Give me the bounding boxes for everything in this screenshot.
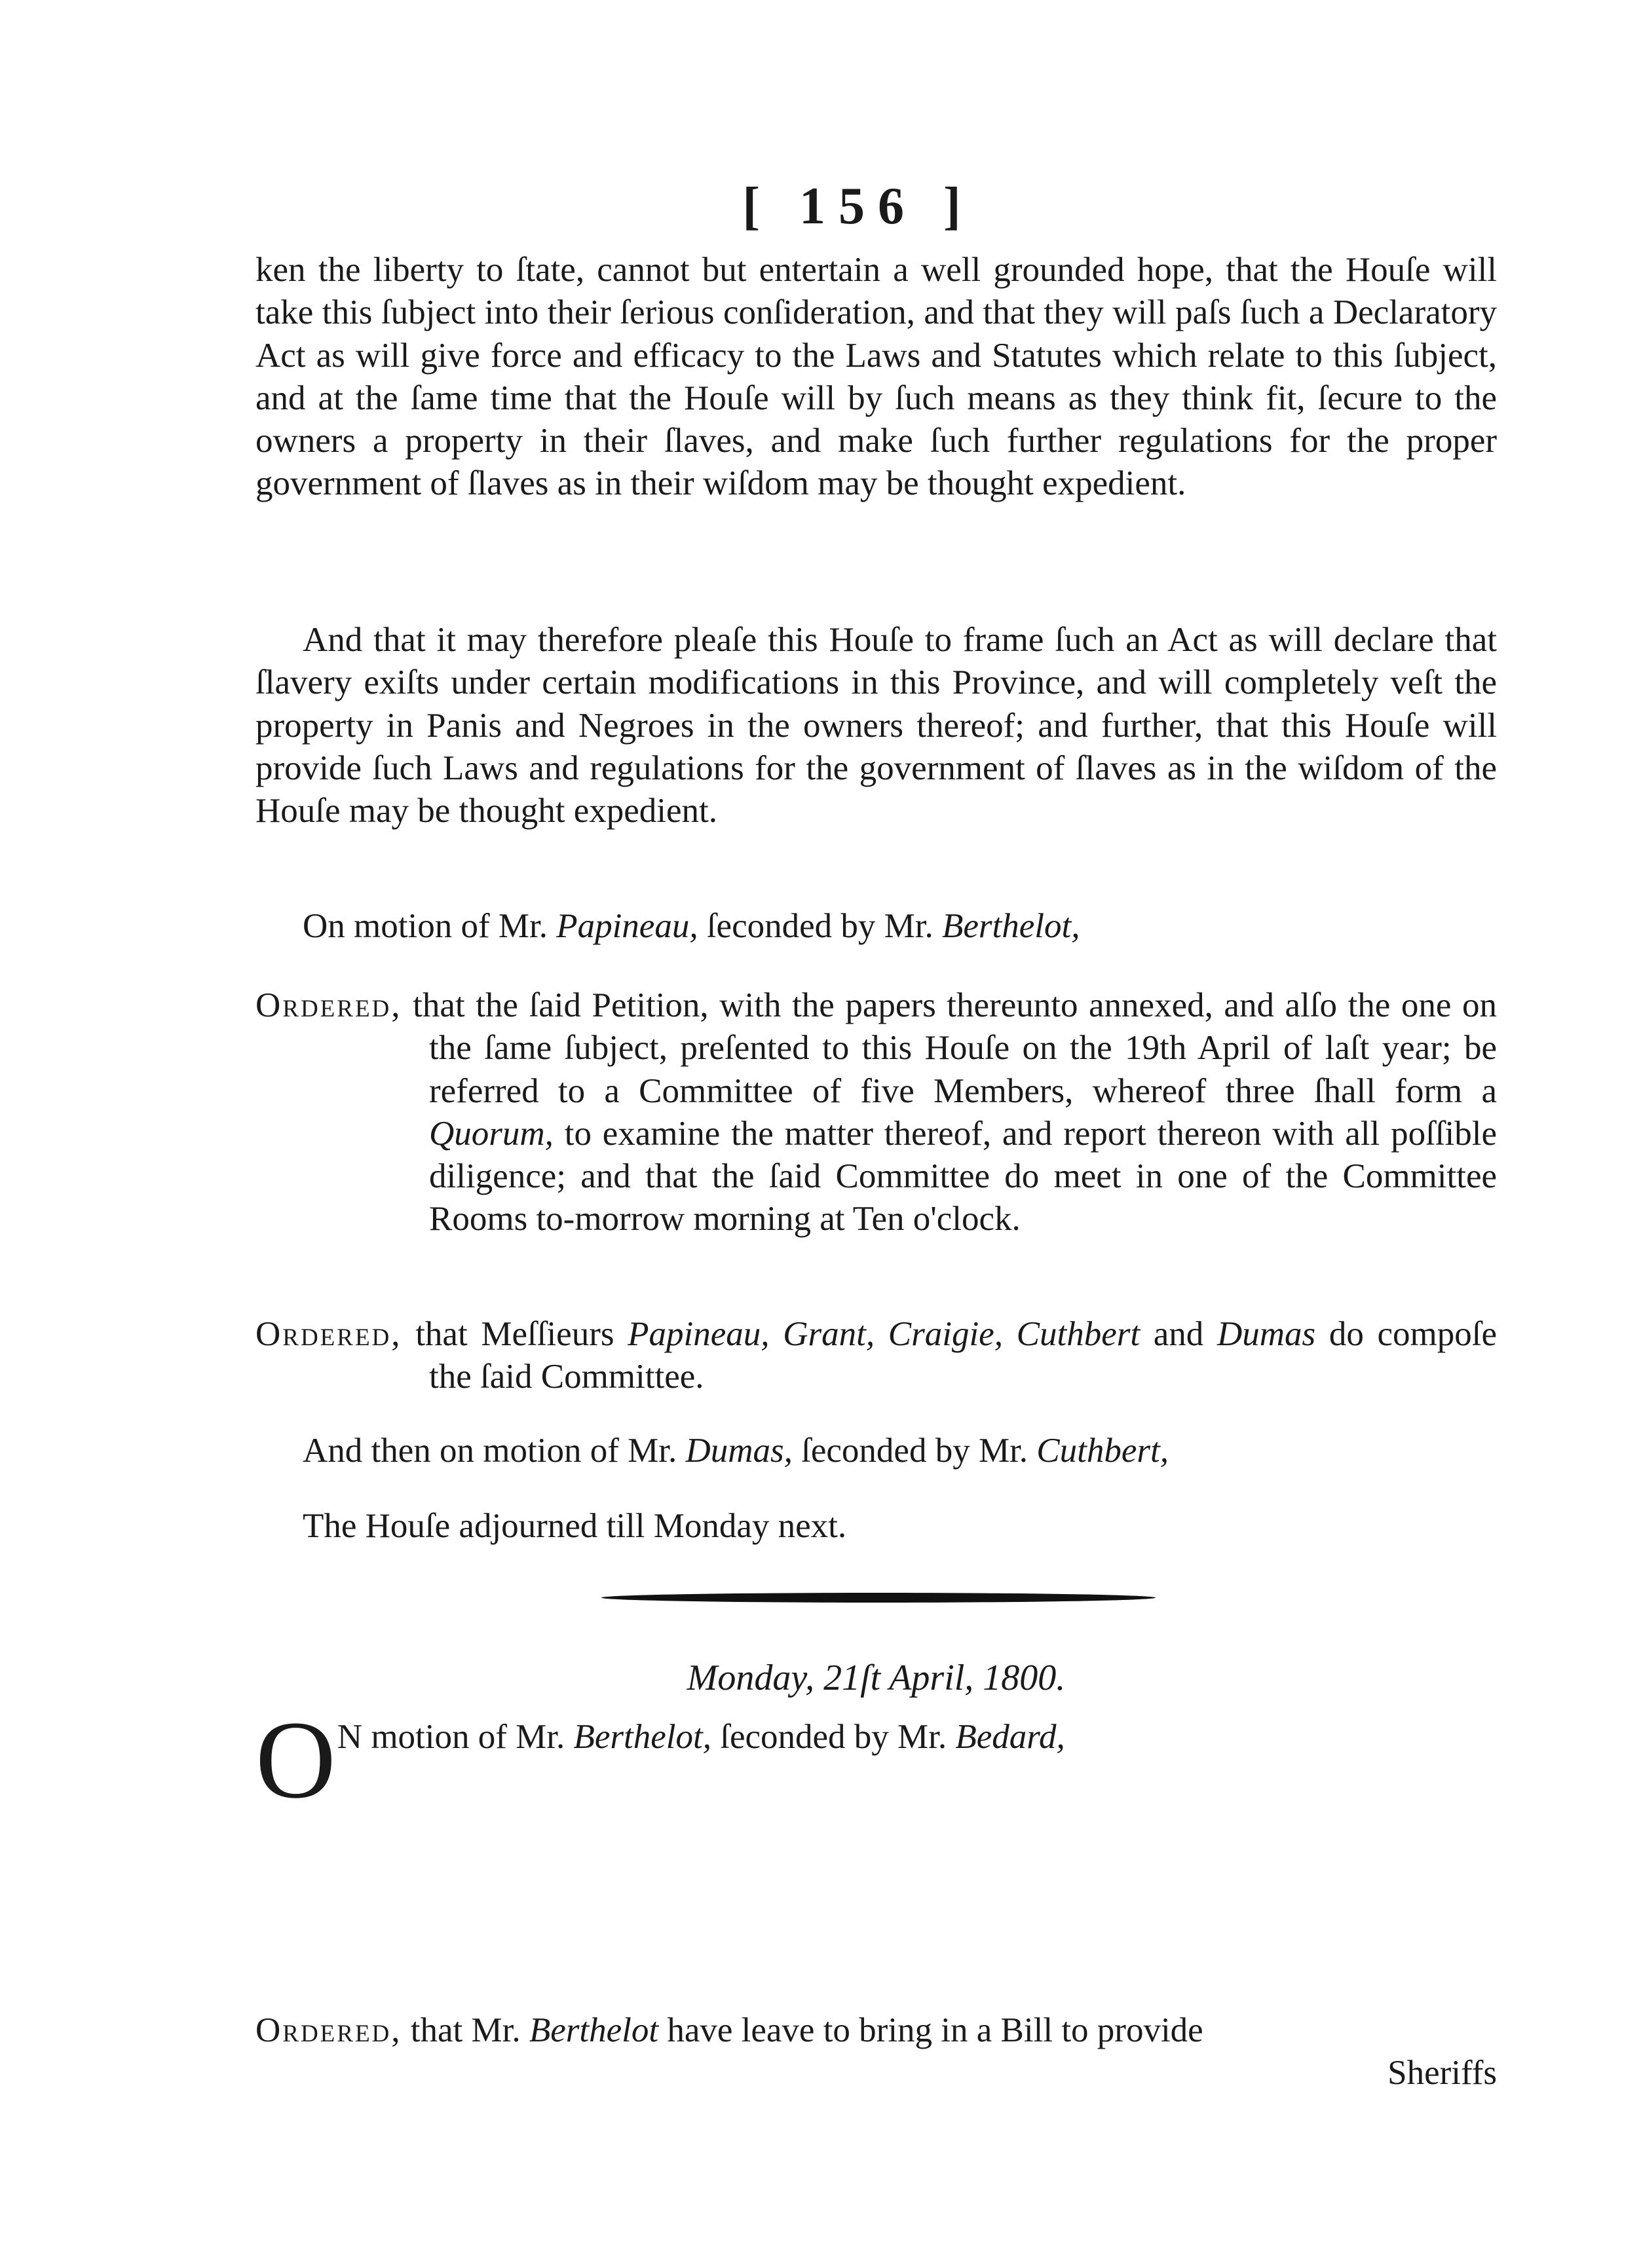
adjournment-line: The Houſe adjourned till Monday next. bbox=[303, 1507, 847, 1545]
order-sheriffs-bill bbox=[255, 2009, 1497, 2095]
order-committee-members bbox=[255, 1313, 1497, 1399]
petition-prayer bbox=[255, 619, 1497, 832]
seconder-name: Cuthbert, bbox=[1036, 1432, 1169, 1470]
order-committee-referral bbox=[255, 984, 1497, 1241]
mover-name: Papineau, bbox=[556, 907, 698, 945]
order-text: that Mr. bbox=[402, 2011, 529, 2049]
petition-continuation bbox=[255, 249, 1497, 506]
motion-papineau bbox=[255, 905, 1497, 948]
mover-name: Berthelot, bbox=[573, 1718, 711, 1756]
motion-text: ſeconded by Mr. bbox=[792, 1432, 1037, 1470]
mover-name: Dumas, bbox=[685, 1432, 793, 1470]
motion-text: On motion of Mr. bbox=[303, 907, 557, 945]
seconder-name: Bedard, bbox=[955, 1718, 1065, 1756]
motion-paragraph bbox=[255, 905, 1497, 948]
motion-text: motion of Mr. bbox=[362, 1718, 574, 1756]
catchword: Sheriffs bbox=[1387, 2054, 1497, 2092]
motion-berthelot bbox=[255, 1698, 1497, 1821]
order-paragraph bbox=[255, 1313, 1497, 1399]
petition-prayer-paragraph: And that it may therefore pleaſe this Houſe to frame ſuch an Act as will declare that ſlavery exiſts under certain modifications in this Province, and will completely veſt the property in Panis and Negroes in the owners thereof; and further, that this Houſe will provide ſuch Laws and regulations for the government of ſlaves as in the wiſdom of the Houſe may be thought expedient. bbox=[255, 621, 1497, 830]
drop-cap-initial: O bbox=[255, 1698, 336, 1821]
order-text: and bbox=[1140, 1315, 1217, 1353]
petition-continuation-paragraph: ken the liberty to ſtate, cannot but entertain a well grounded hope, that the Houſe will take this ſubject into their ſerious conſideration, and that they will paſs ſuch a Declaratory Act as will give force and efficacy to the Laws and Statutes which relate to this ſubject, and at the ſame time that the Houſe will by ſuch means as they think fit, ſecure to the owners a property in their ſlaves, and make ſuch further regulations for the proper government of ſlaves as in their wiſdom may be thought expedient. bbox=[255, 251, 1497, 503]
ordered-label: Ordered, bbox=[255, 2011, 402, 2049]
section-divider-rule bbox=[601, 1593, 1156, 1603]
motion-paragraph bbox=[255, 1430, 1497, 1472]
member-name: Dumas bbox=[1217, 1315, 1316, 1353]
member-names: Papineau, Grant, Craigie, Cuthbert bbox=[628, 1315, 1141, 1353]
order-paragraph bbox=[255, 984, 1497, 1241]
order-paragraph bbox=[255, 2009, 1497, 2052]
quorum-term: Quorum, bbox=[429, 1114, 554, 1153]
ordered-label: Ordered, bbox=[255, 1315, 402, 1353]
order-text: do compoſe the ſaid Committee. bbox=[429, 1315, 1497, 1396]
motion-paragraph bbox=[255, 1698, 1497, 1821]
member-name: Berthelot bbox=[529, 2011, 659, 2049]
order-text: that Meſſieurs bbox=[402, 1315, 628, 1353]
ordered-label: Ordered, bbox=[255, 986, 402, 1024]
motion-text: ſeconded by Mr. bbox=[711, 1718, 956, 1756]
adjournment bbox=[255, 1505, 1497, 1548]
motion-text: And then on motion of Mr. bbox=[303, 1432, 686, 1470]
motion-dumas bbox=[255, 1430, 1497, 1472]
page-number: [ 156 ] bbox=[742, 177, 974, 235]
motion-text: ſeconded by Mr. bbox=[698, 907, 942, 945]
order-text: have leave to bring in a Bill to provide bbox=[658, 2011, 1203, 2049]
order-text: to examine the matter thereof, and report thereon with all poſſible diligence; and that the ſaid Committee do meet in one of the Committee Rooms to-morrow morning at Ten o'clock. bbox=[429, 1114, 1497, 1238]
sitting-date-heading: Monday, 21ſt April, 1800. bbox=[687, 1658, 1066, 1698]
seconder-name: Berthelot, bbox=[941, 907, 1080, 945]
order-text: that the ſaid Petition, with the papers thereunto annexed, and alſo the one on the ſame ſubject, preſented to this Houſe on the 19th April of laſt year; be referred to a Committee of five Members, whereof three ſhall form a bbox=[402, 986, 1497, 1110]
motion-text: N bbox=[337, 1718, 363, 1756]
